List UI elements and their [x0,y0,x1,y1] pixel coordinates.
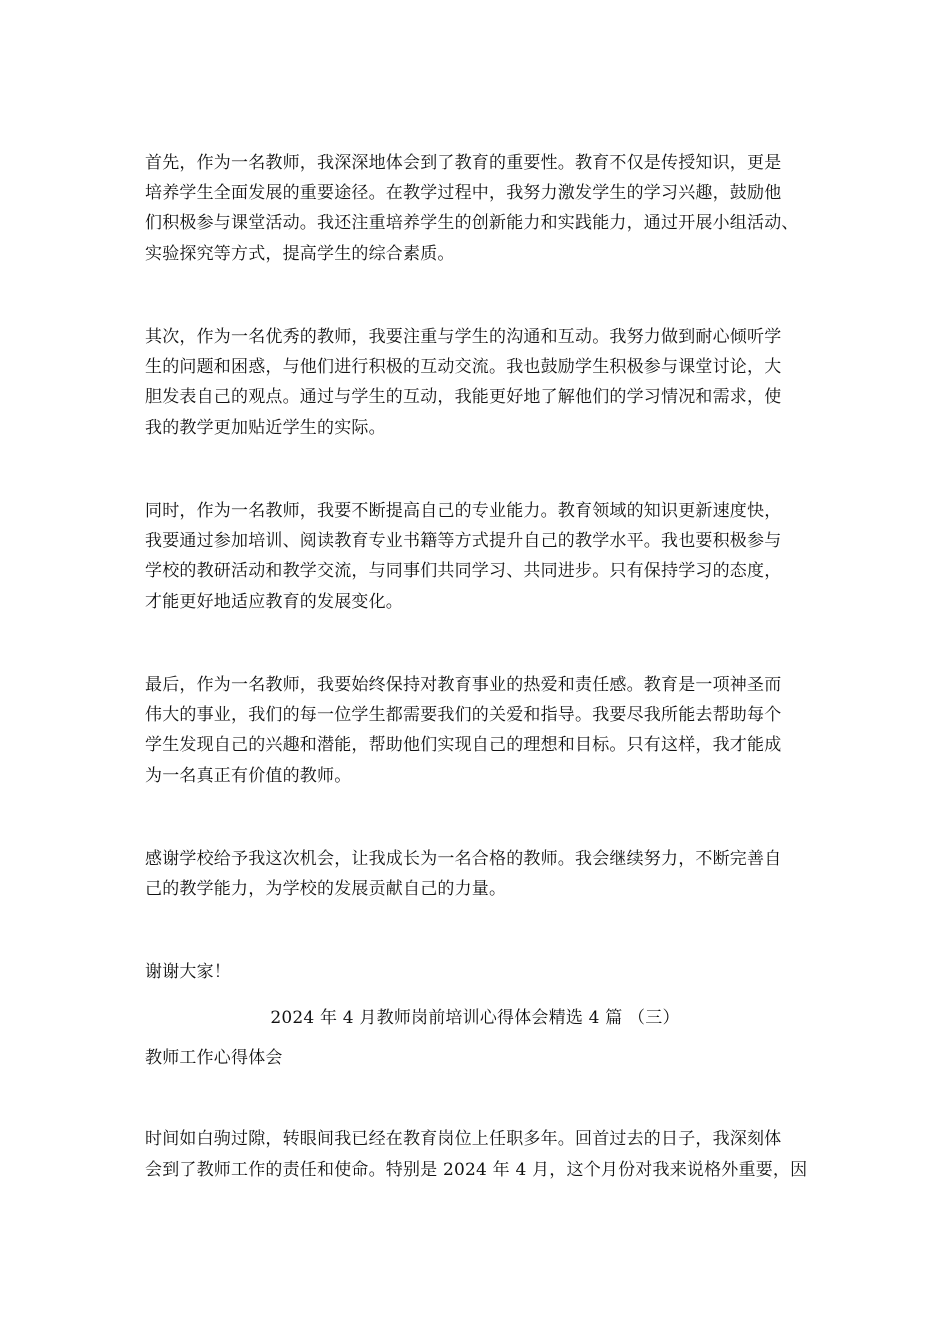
paragraph-2-line-2: 生的问题和困惑，与他们进行积极的互动交流。我也鼓励学生积极参与课堂讨论，大 [145,357,782,377]
section-heading: 2024 年 4 月教师岗前培训心得体会精选 4 篇 （三） [270,1008,680,1028]
paragraph-1-line-4: 实验探究等方式，提高学生的综合素质。 [145,244,455,264]
paragraph-2-line-3: 胆发表自己的观点。通过与学生的互动，我能更好地了解他们的学习情况和需求，使 [145,387,782,407]
final-paragraph-line-2: 会到了教师工作的责任和使命。特别是 2024 年 4 月，这个月份对我来说格外重要，因 [145,1160,808,1180]
paragraph-3-line-2: 我要通过参加培训、阅读教育专业书籍等方式提升自己的教学水平。我也要积极参与 [145,531,782,551]
paragraph-2-line-1: 其次，作为一名优秀的教师，我要注重与学生的沟通和互动。我努力做到耐心倾听学 [145,327,782,347]
closing-text: 谢谢大家！ [145,962,231,982]
paragraph-2-line-4: 我的教学更加贴近学生的实际。 [145,418,386,438]
paragraph-1-line-3: 们积极参与课堂活动。我还注重培养学生的创新能力和实践能力，通过开展小组活动、 [145,213,799,233]
section-subtitle: 教师工作心得体会 [145,1048,283,1068]
paragraph-3-line-1: 同时，作为一名教师，我要不断提高自己的专业能力。教育领域的知识更新速度快， [145,501,782,521]
paragraph-5-line-1: 感谢学校给予我这次机会，让我成长为一名合格的教师。我会继续努力，不断完善自 [145,849,782,869]
paragraph-3-line-3: 学校的教研活动和教学交流，与同事们共同学习、共同进步。只有保持学习的态度， [145,561,782,581]
final-paragraph-line-1: 时间如白驹过隙，转眼间我已经在教育岗位上任职多年。回首过去的日子，我深刻体 [145,1129,782,1149]
paragraph-4-line-1: 最后，作为一名教师，我要始终保持对教育事业的热爱和责任感。教育是一项神圣而 [145,675,782,695]
paragraph-4-line-2: 伟大的事业，我们的每一位学生都需要我们的关爱和指导。我要尽我所能去帮助每个 [145,705,782,725]
paragraph-5-line-2: 己的教学能力，为学校的发展贡献自己的力量。 [145,879,507,899]
paragraph-4-line-3: 学生发现自己的兴趣和潜能，帮助他们实现自己的理想和目标。只有这样，我才能成 [145,735,782,755]
paragraph-1-line-2: 培养学生全面发展的重要途径。在教学过程中，我努力激发学生的学习兴趣，鼓励他 [145,183,782,203]
paragraph-4-line-4: 为一名真正有价值的教师。 [145,766,352,786]
paragraph-3-line-4: 才能更好地适应教育的发展变化。 [145,592,403,612]
paragraph-1-line-1: 首先，作为一名教师，我深深地体会到了教育的重要性。教育不仅是传授知识，更是 [145,153,782,173]
